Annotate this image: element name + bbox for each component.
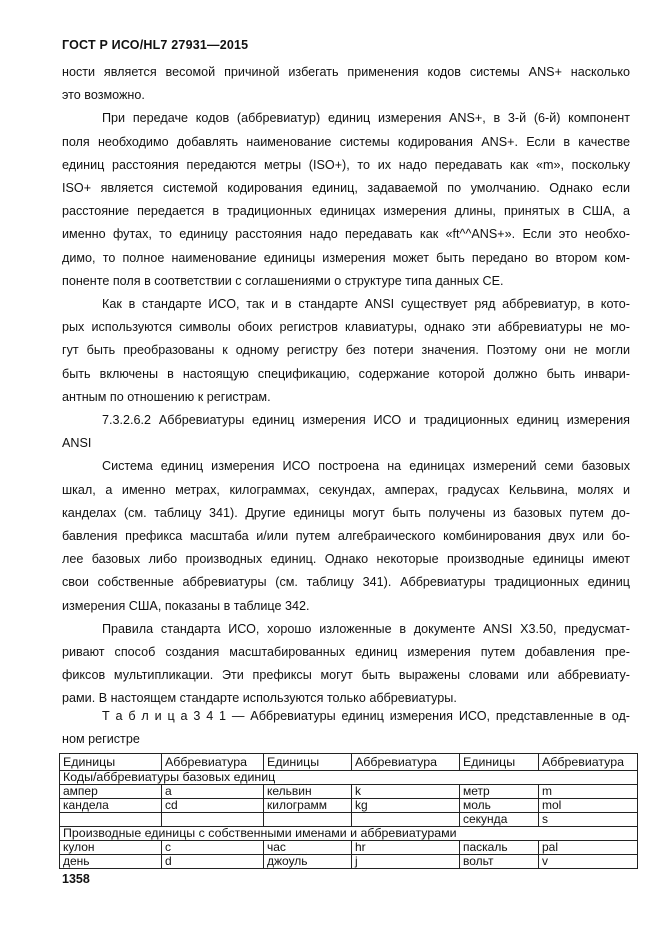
table-cell <box>264 813 352 827</box>
table-cell <box>162 813 264 827</box>
table-cell: s <box>539 813 638 827</box>
paragraph-line: бавления префикса масштаба и/или путем алгебраического комбинирования двух или бо- <box>62 529 630 544</box>
caption-line: Т а б л и ц а 3 4 1 — Аббревиатуры единиц измерения ИСО, представленные в од- <box>102 709 630 723</box>
paragraph-line: это возможно. <box>62 88 145 103</box>
table-cell: j <box>352 855 460 869</box>
paragraph-line: ривают способ создания масштабированных единиц измерения путем добавления пре- <box>62 645 630 660</box>
section-title: Производные единицы с собственными именами и аббревиатурами <box>60 827 638 841</box>
paragraph-line: свои собственные аббревиатуры (см. таблицу 341). Аббревиатуры традиционных единиц <box>62 575 630 590</box>
column-header: Единицы <box>60 754 162 771</box>
table-header-row <box>60 754 638 771</box>
table-row <box>60 799 638 813</box>
table-cell: кельвин <box>264 785 352 799</box>
paragraph-line: Правила стандарта ИСО, хорошо изложенные в документе ANSI X3.50, предусмат- <box>102 621 630 636</box>
units-table <box>59 753 638 869</box>
table-caption <box>62 705 630 751</box>
paragraph-line: канделах (см. таблицу 341). Другие единицы могут быть получены из базовых путем до- <box>62 505 630 520</box>
column-header: Единицы <box>460 754 539 771</box>
table-cell: метр <box>460 785 539 799</box>
paragraph-line: гут быть преобразованы к одному регистру без потери значения. Поэтому они не могли <box>62 343 630 358</box>
column-header: Аббревиатура <box>162 754 264 771</box>
table-cell: pal <box>539 841 638 855</box>
paragraph-line: Система единиц измерения ИСО построена на единицах измерений семи базовых <box>102 459 630 474</box>
paragraph-line: быть включены в настоящую спецификацию, содержание которой должно быть инвари- <box>62 366 630 381</box>
table-cell: килограмм <box>264 799 352 813</box>
document-header: ГОСТ Р ИСО/HL7 27931—2015 <box>62 38 249 52</box>
column-header: Единицы <box>264 754 352 771</box>
caption-line: ном регистре <box>62 732 140 747</box>
table-row <box>60 813 638 827</box>
table-cell <box>60 813 162 827</box>
paragraph-line: поля необходимо добавлять наименование системы кодирования ANS+. Если в качестве <box>62 134 630 149</box>
paragraph-line: единиц расстояния передаются метры (ISO+), то их надо передавать как «m», поскольку <box>62 157 630 172</box>
paragraph-line: Как в стандарте ИСО, так и в стандарте ANSI существует ряд аббревиатур, в кото- <box>102 297 630 312</box>
paragraph-line: ANSI <box>62 436 92 451</box>
table-cell: кулон <box>60 841 162 855</box>
table-cell: паскаль <box>460 841 539 855</box>
paragraph-line: расстояние передается в традиционных единицах измерения длины, принятых в США, а <box>62 204 630 219</box>
paragraph-line: поненте поля в соответствии с соглашениями о структуре типа данных CE. <box>62 273 504 288</box>
table-cell <box>352 813 460 827</box>
section-title: Коды/аббревиатуры базовых единиц <box>60 771 638 785</box>
paragraph-line: ности является весомой причиной избегать применения кодов системы ANS+ насколько <box>62 65 630 79</box>
table-cell: моль <box>460 799 539 813</box>
table-cell: c <box>162 841 264 855</box>
table-cell: секунда <box>460 813 539 827</box>
table-cell: k <box>352 785 460 799</box>
paragraph-line: именно футах, то единицу расстояния надо передавать как «ft^^ANS+». Если это необхо- <box>62 227 630 242</box>
paragraph-line: шкал, а именно метрах, килограммах, секундах, амперах, градусах Кельвина, молях и <box>62 482 630 497</box>
table-row <box>60 841 638 855</box>
section-row <box>60 771 638 785</box>
table-cell: hr <box>352 841 460 855</box>
paragraph-line: димо, то полное наименование единицы измерения может быть передано во втором ком- <box>62 250 630 265</box>
table-cell: джоуль <box>264 855 352 869</box>
table-cell: a <box>162 785 264 799</box>
table-cell: cd <box>162 799 264 813</box>
column-header: Аббревиатура <box>352 754 460 771</box>
table-cell: m <box>539 785 638 799</box>
paragraph-line: фиксов мультипликации. Эти префиксы могут быть выражены словами или аббревиату- <box>62 668 630 683</box>
table-cell: d <box>162 855 264 869</box>
table-cell: mol <box>539 799 638 813</box>
table-cell: ампер <box>60 785 162 799</box>
paragraph-line: лее базовых либо производных единиц. Однако некоторые производные единицы имеют <box>62 552 630 567</box>
paragraph-line: антным по отношению к регистрам. <box>62 389 271 404</box>
table-row <box>60 855 638 869</box>
paragraph-line: При передаче кодов (аббревиатур) единиц измерения ANS+, в 3-й (6-й) компонент <box>102 111 630 126</box>
page-number: 1358 <box>62 872 90 886</box>
table-cell: день <box>60 855 162 869</box>
table-cell: kg <box>352 799 460 813</box>
paragraph-line: рых используются символы обоих регистров клавиатуры, однако эти аббревиатуры не мо- <box>62 320 630 335</box>
column-header: Аббревиатура <box>539 754 638 771</box>
table-cell: кандела <box>60 799 162 813</box>
paragraph-line: 7.3.2.6.2 Аббревиатуры единиц измерения ИСО и традиционных единиц измерения <box>102 413 630 428</box>
body-text <box>62 61 630 711</box>
table-cell: вольт <box>460 855 539 869</box>
paragraph-line: ISO+ является системой кодирования единиц, задаваемой по умолчанию. Однако если <box>62 181 630 196</box>
paragraph-line: рами. В настоящем стандарте используются только аббревиатуры. <box>62 691 457 706</box>
table-row <box>60 785 638 799</box>
section-row <box>60 827 638 841</box>
table-cell: час <box>264 841 352 855</box>
paragraph-line: измерения США, показаны в таблице 342. <box>62 598 310 613</box>
table-cell: v <box>539 855 638 869</box>
